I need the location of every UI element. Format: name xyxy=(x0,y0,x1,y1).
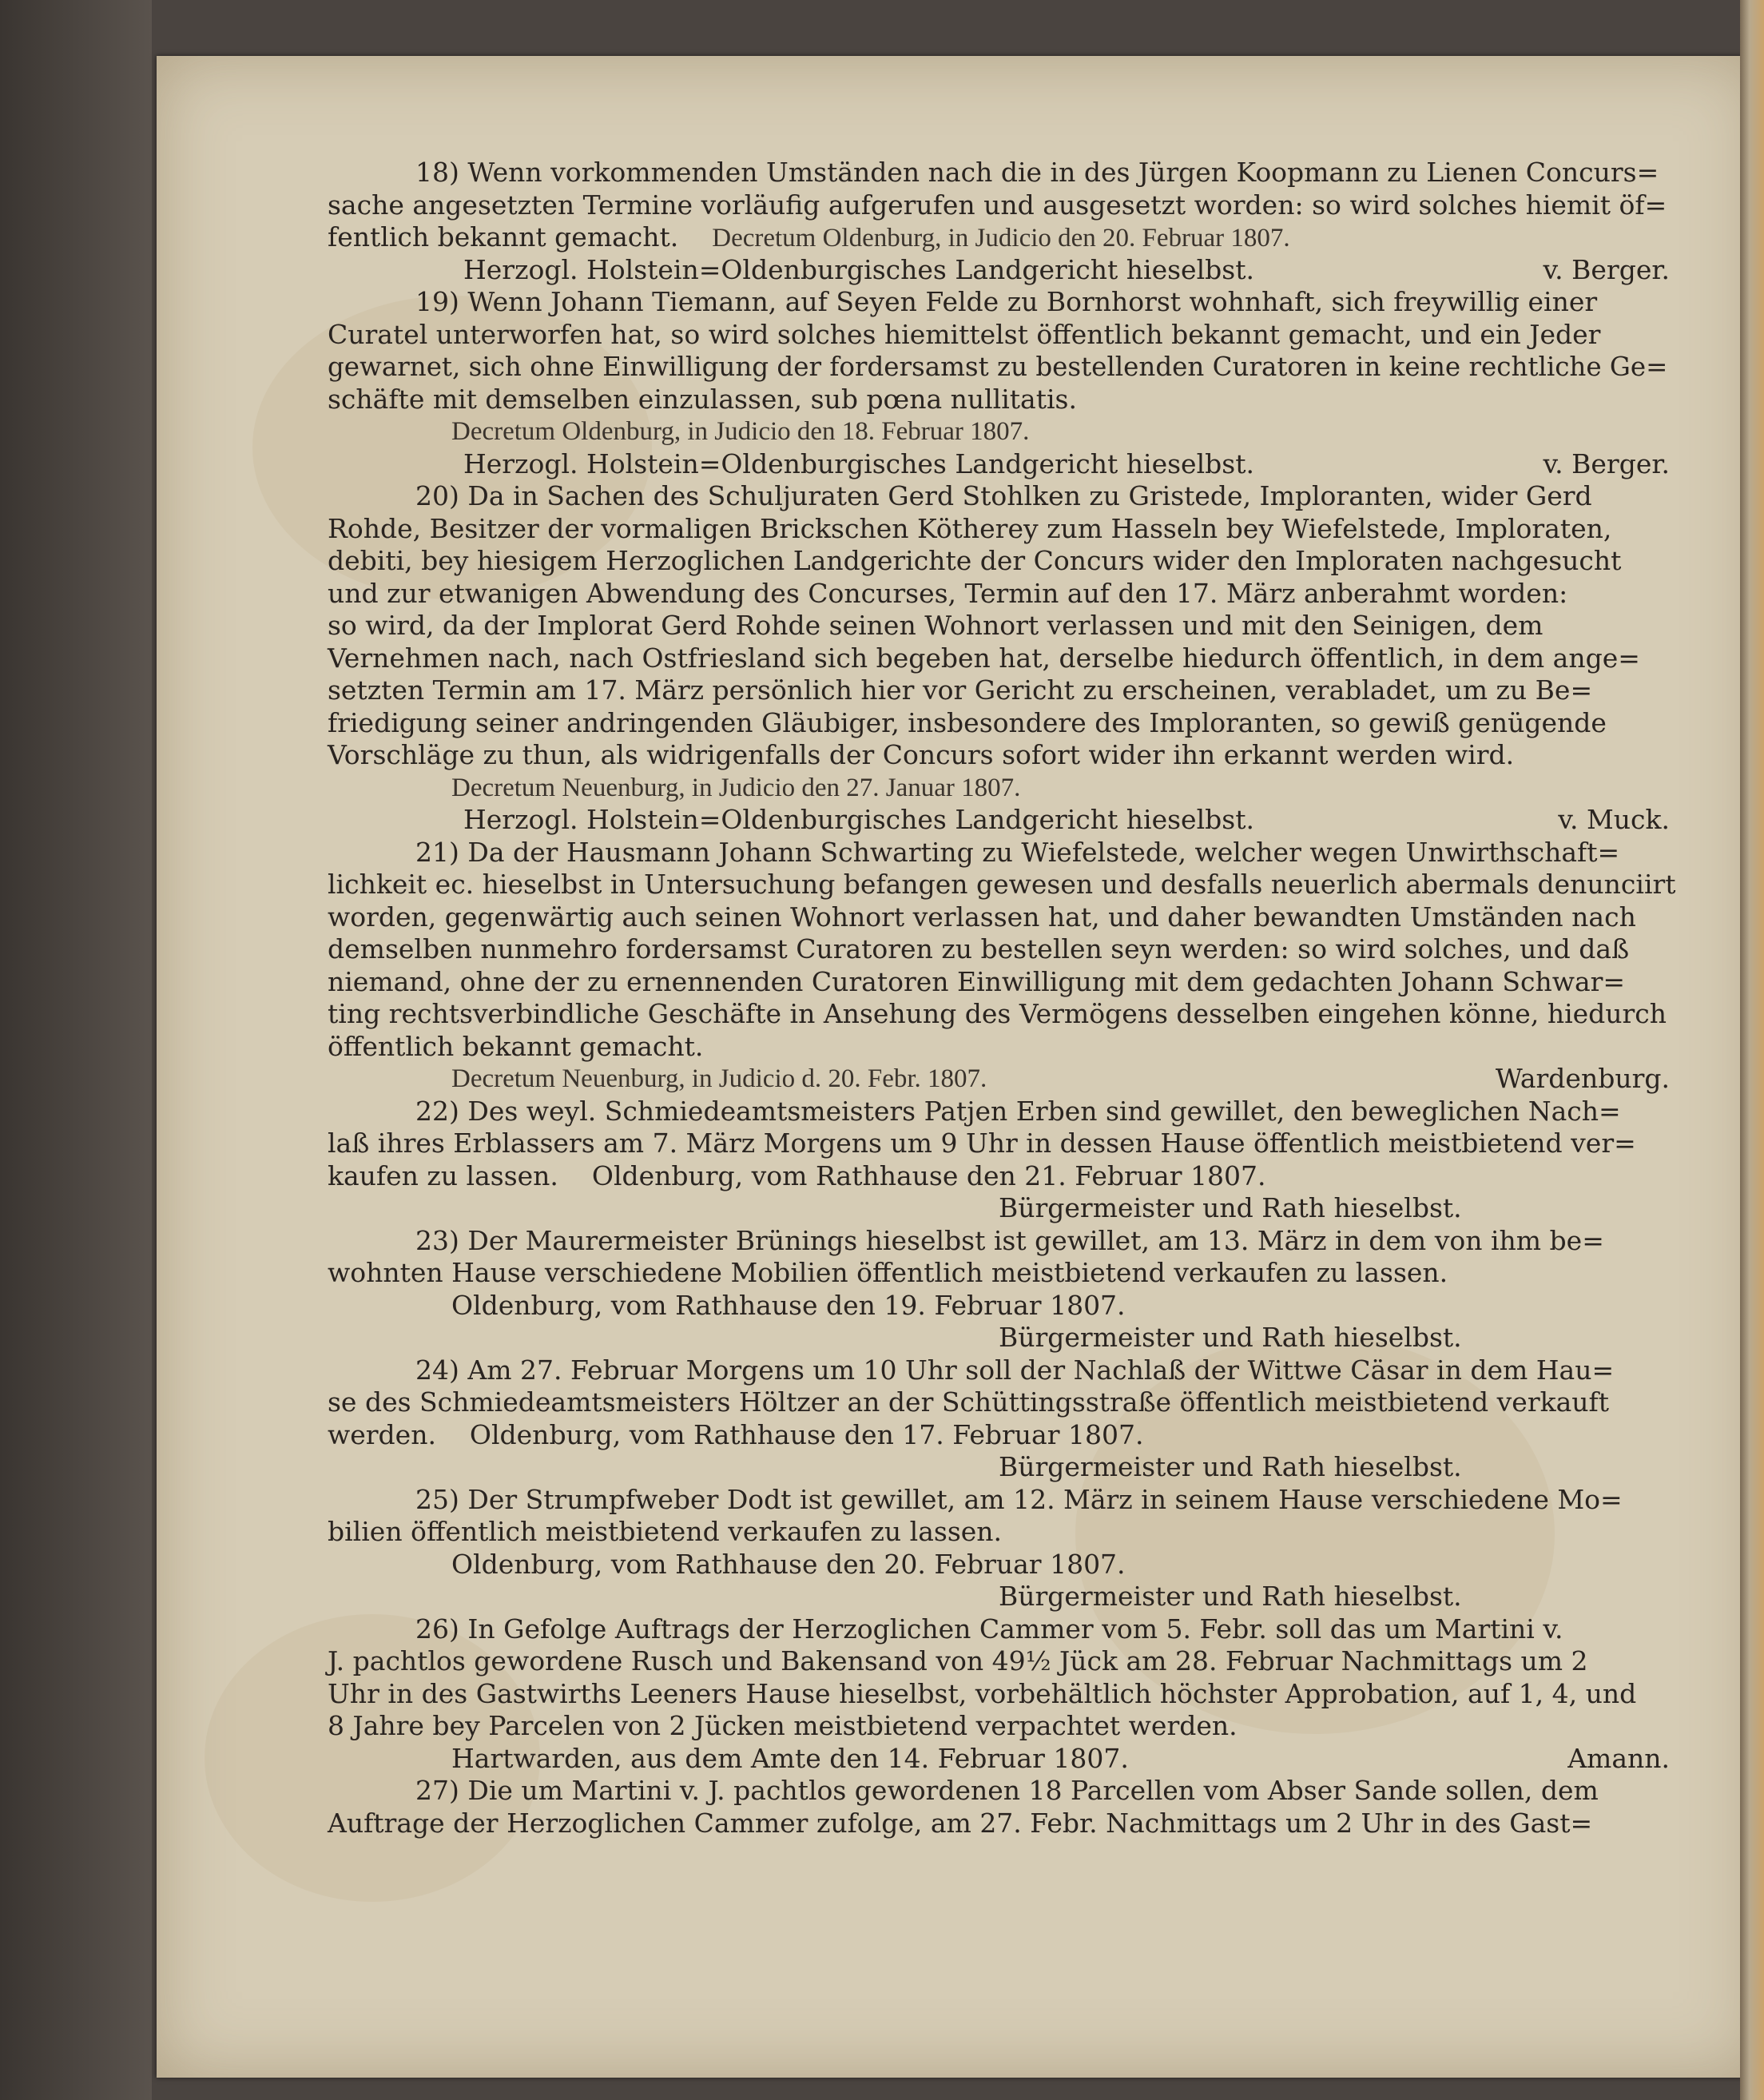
text-line: laß ihres Erblassers am 7. März Morgens um 9 Uhr in dessen Hause öffentlich meistbietend ver= xyxy=(328,1128,1636,1159)
text-line: Wenn vorkommenden Umständen nach die in des Jürgen Koopmann zu Lienen Concurs= xyxy=(467,157,1659,188)
notice-26 xyxy=(328,1613,1686,1776)
notice-19 xyxy=(328,286,1686,480)
text-line: 8 Jahre bey Parcelen von 2 Jücken meistbietend verpachtet werden. xyxy=(328,1710,1238,1741)
council-authority: Bürgermeister und Rath hieselbst. xyxy=(999,1322,1462,1353)
decree-line: Decretum Neuenburg, in Judicio den 27. Januar 1807. xyxy=(451,773,1021,802)
notice-number: 26) xyxy=(415,1613,459,1645)
notice-number: 19) xyxy=(415,286,459,317)
text-line: demselben nunmehro fordersamst Curatoren zu bestellen seyn werden: so wird solches, und daß xyxy=(328,933,1630,964)
page-edge xyxy=(1740,0,1764,2100)
signature: Amann. xyxy=(1567,1742,1670,1774)
text-line: und zur etwanigen Abwendung des Concurses, Termin auf den 17. März anberahmt worden: xyxy=(328,577,1568,609)
text-line: debiti, bey hiesigem Herzoglichen Landgerichte der Concurs wider den Imploraten nachgesucht xyxy=(328,545,1622,576)
text-line: In Gefolge Auftrags der Herzoglichen Cammer vom 5. Febr. soll das um Martini v. xyxy=(467,1613,1563,1645)
text-line: bilien öffentlich meistbietend verkaufen zu lassen. xyxy=(328,1516,1003,1547)
notice-number: 22) xyxy=(415,1095,459,1127)
notice-24 xyxy=(328,1354,1686,1484)
text-line: so wird, da der Implorat Gerd Rohde seinen Wohnort verlassen und mit den Seinigen, dem xyxy=(328,610,1544,641)
text-line: Curatel unterworfen hat, so wird solches hiemittelst öffentlich bekannt gemacht, und ein Jeder xyxy=(328,318,1601,350)
notice-number: 27) xyxy=(415,1775,459,1806)
notice-number: 18) xyxy=(415,157,459,188)
decree-line: Decretum Oldenburg, in Judicio den 18. Februar 1807. xyxy=(451,417,1030,446)
signature: Wardenburg. xyxy=(1495,1063,1670,1094)
text-line: Uhr in des Gastwirths Leeners Hause hieselbst, vorbehältlich höchster Approbation, auf 1, 4, und xyxy=(328,1677,1637,1709)
text-line: öffentlich bekannt gemacht. xyxy=(328,1030,704,1062)
text-line: J. pachtlos gewordene Rusch und Bakensand von 49½ Jück am 28. Februar Nachmittags um 2 xyxy=(328,1645,1588,1676)
text-line: niemand, ohne der zu ernennenden Curatoren Einwilligung mit dem gedachten Johann Schwar= xyxy=(328,965,1626,997)
text-line: Der Strumpfweber Dodt ist gewillet, am 12. März in seinem Hause verschiedene Mo= xyxy=(467,1483,1623,1515)
notice-number: 20) xyxy=(415,480,459,511)
text-line: worden, gegenwärtig auch seinen Wohnort verlassen hat, und daher bewandten Umständen nach xyxy=(328,901,1636,933)
notice-23 xyxy=(328,1225,1686,1354)
text-line: kaufen zu lassen. xyxy=(328,1159,558,1191)
text-line: setzten Termin am 17. März persönlich hier vor Gericht zu erscheinen, verabladet, um zu Be= xyxy=(328,674,1593,706)
signature: v. Muck. xyxy=(1558,804,1670,835)
notice-22 xyxy=(328,1096,1686,1225)
signature: v. Berger. xyxy=(1543,447,1670,479)
council-authority: Bürgermeister und Rath hieselbst. xyxy=(999,1451,1462,1482)
notice-25 xyxy=(328,1484,1686,1613)
text-line: Des weyl. Schmiedeamtsmeisters Patjen Erben sind gewillet, den beweglichen Nach= xyxy=(467,1095,1621,1127)
notice-27 xyxy=(328,1775,1686,1839)
text-line: Wenn Johann Tiemann, auf Seyen Felde zu Bornhorst wohnhaft, sich freywillig einer xyxy=(467,286,1598,317)
text-line: Rohde, Besitzer der vormaligen Brickschen Kötherey zum Hasseln bey Wiefelstede, Imploraten, xyxy=(328,512,1612,544)
text-line: sache angesetzten Termine vorläufig aufgerufen und ausgesetzt worden: so wird solches hiemit öf= xyxy=(328,189,1667,221)
text-line: Vernehmen nach, nach Ostfriesland sich begeben hat, derselbe hiedurch öffentlich, in dem ange= xyxy=(328,642,1640,674)
decree-line: Decretum Oldenburg, in Judicio den 20. Februar 1807. xyxy=(712,224,1290,253)
notices-text xyxy=(328,157,1686,1839)
notice-number: 23) xyxy=(415,1224,459,1256)
text-line: Auftrage der Herzoglichen Cammer zufolge, am 27. Febr. Nachmittags um 2 Uhr in des Gast= xyxy=(328,1807,1593,1839)
text-line: lichkeit ec. hieselbst in Untersuchung befangen gewesen und desfalls neuerlich abermals denunciirt xyxy=(328,869,1676,900)
place-date: Hartwarden, aus dem Amte den 14. Februar 1807. xyxy=(451,1742,1129,1774)
place-date: Oldenburg, vom Rathhause den 21. Februar 1807. xyxy=(591,1159,1266,1191)
text-line: wohnten Hause verschiedene Mobilien öffentlich meistbietend verkaufen zu lassen. xyxy=(328,1257,1448,1288)
notice-number: 24) xyxy=(415,1354,459,1386)
place-date: Oldenburg, vom Rathhause den 17. Februar 1807. xyxy=(469,1418,1144,1450)
text-line: werden. xyxy=(328,1418,436,1450)
text-line: Die um Martini v. J. pachtlos gewordenen 18 Parcellen vom Abser Sande sollen, dem xyxy=(467,1775,1599,1806)
text-line: gewarnet, sich ohne Einwilligung der fordersamst zu bestellenden Curatoren in keine rechtliche Ge= xyxy=(328,352,1668,382)
notice-number: 25) xyxy=(415,1483,459,1515)
notice-21 xyxy=(328,837,1686,1096)
court-authority: Herzogl. Holstein=Oldenburgisches Landgericht hieselbst. xyxy=(463,804,1254,835)
text-line: Am 27. Februar Morgens um 10 Uhr soll der Nachlaß der Wittwe Cäsar in dem Hau= xyxy=(467,1354,1615,1386)
text-line: se des Schmiedeamtsmeisters Höltzer an der Schüttingsstraße öffentlich meistbietend verkauft xyxy=(328,1386,1610,1418)
text-line: schäfte mit demselben einzulassen, sub pœna nullitatis. xyxy=(328,383,1077,415)
place-date: Oldenburg, vom Rathhause den 20. Februar 1807. xyxy=(451,1548,1126,1580)
text-line: Vorschläge zu thun, als widrigenfalls der Concurs sofort wider ihn erkannt werden wird. xyxy=(328,739,1515,770)
signature: v. Berger. xyxy=(1543,253,1670,285)
text-line: ting rechtsverbindliche Geschäfte in Ansehung des Vermögens desselben eingehen könne, hiedurch xyxy=(328,998,1667,1029)
notice-18 xyxy=(328,157,1686,286)
notice-20 xyxy=(328,480,1686,837)
scan-backdrop xyxy=(0,0,152,2100)
court-authority: Herzogl. Holstein=Oldenburgisches Landgericht hieselbst. xyxy=(463,253,1254,285)
council-authority: Bürgermeister und Rath hieselbst. xyxy=(999,1192,1462,1223)
text-line: Da der Hausmann Johann Schwarting zu Wiefelstede, welcher wegen Unwirthschaft= xyxy=(467,836,1620,868)
place-date: Oldenburg, vom Rathhause den 19. Februar 1807. xyxy=(451,1289,1126,1321)
text-line: fentlich bekannt gemacht. xyxy=(328,221,679,253)
decree-line: Decretum Neuenburg, in Judicio d. 20. Febr. 1807. xyxy=(451,1064,987,1093)
council-authority: Bürgermeister und Rath hieselbst. xyxy=(999,1581,1462,1612)
notice-number: 21) xyxy=(415,836,459,868)
court-authority: Herzogl. Holstein=Oldenburgisches Landgericht hieselbst. xyxy=(463,447,1254,479)
text-line: Der Maurermeister Brünings hieselbst ist gewillet, am 13. März in dem von ihm be= xyxy=(467,1224,1604,1256)
text-line: Da in Sachen des Schuljuraten Gerd Stohlken zu Gristede, Imploranten, wider Gerd xyxy=(467,480,1592,511)
text-line: friedigung seiner andringenden Gläubiger, insbesondere des Imploranten, so gewiß genügende xyxy=(328,706,1607,738)
